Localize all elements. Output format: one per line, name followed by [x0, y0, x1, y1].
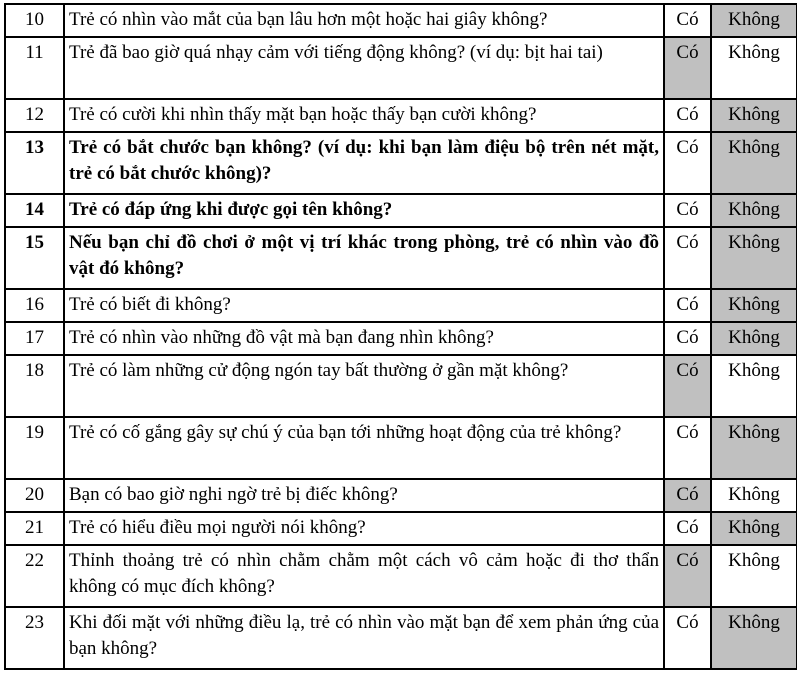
question-text-cell: Trẻ có nhìn vào mắt của bạn lâu hơn một hoặc hai giây không? — [64, 4, 664, 37]
question-number-cell: 20 — [5, 479, 64, 512]
question-number-cell: 13 — [5, 132, 64, 194]
question-number-cell: 12 — [5, 99, 64, 132]
table-row — [5, 227, 797, 289]
answer-yes-cell: Có — [664, 322, 711, 355]
question-text-cell: Trẻ có nhìn vào những đồ vật mà bạn đang nhìn không? — [64, 322, 664, 355]
table-row — [5, 607, 797, 669]
table-row — [5, 132, 797, 194]
answer-no-cell: Không — [711, 194, 797, 227]
question-number-cell: 23 — [5, 607, 64, 669]
question-number-cell: 18 — [5, 355, 64, 417]
table-row — [5, 512, 797, 545]
question-text-cell: Trẻ có biết đi không? — [64, 289, 664, 322]
question-text-cell: Trẻ có hiểu điều mọi người nói không? — [64, 512, 664, 545]
answer-yes-cell: Có — [664, 545, 711, 607]
question-number-cell: 19 — [5, 417, 64, 479]
question-number-cell: 10 — [5, 4, 64, 37]
answer-yes-cell: Có — [664, 607, 711, 669]
question-text-cell: Trẻ có đáp ứng khi được gọi tên không? — [64, 194, 664, 227]
table-row — [5, 322, 797, 355]
answer-yes-cell: Có — [664, 37, 711, 99]
answer-yes-cell: Có — [664, 289, 711, 322]
question-text-cell: Nếu bạn chỉ đồ chơi ở một vị trí khác trong phòng, trẻ có nhìn vào đồ vật đó không? — [64, 227, 664, 289]
answer-yes-cell: Có — [664, 4, 711, 37]
answer-yes-cell: Có — [664, 479, 711, 512]
question-text-cell: Khi đối mặt với những điều lạ, trẻ có nhìn vào mặt bạn để xem phản ứng của bạn không? — [64, 607, 664, 669]
table-row — [5, 479, 797, 512]
question-number-cell: 11 — [5, 37, 64, 99]
question-text-cell: Trẻ có cố gắng gây sự chú ý của bạn tới những hoạt động của trẻ không? — [64, 417, 664, 479]
table-row — [5, 417, 797, 479]
table-row — [5, 545, 797, 607]
question-text-cell: Trẻ đã bao giờ quá nhạy cảm với tiếng động không? (ví dụ: bịt hai tai) — [64, 37, 664, 99]
answer-no-cell: Không — [711, 512, 797, 545]
answer-no-cell: Không — [711, 227, 797, 289]
question-number-cell: 21 — [5, 512, 64, 545]
answer-no-cell: Không — [711, 4, 797, 37]
answer-yes-cell: Có — [664, 227, 711, 289]
question-number-cell: 14 — [5, 194, 64, 227]
answer-no-cell: Không — [711, 479, 797, 512]
answer-no-cell: Không — [711, 37, 797, 99]
question-number-cell: 15 — [5, 227, 64, 289]
answer-yes-cell: Có — [664, 132, 711, 194]
answer-no-cell: Không — [711, 289, 797, 322]
answer-yes-cell: Có — [664, 417, 711, 479]
question-text-cell: Trẻ có bắt chước bạn không? (ví dụ: khi bạn làm điệu bộ trên nét mặt, trẻ có bắt chước không)? — [64, 132, 664, 194]
answer-no-cell: Không — [711, 417, 797, 479]
answer-no-cell: Không — [711, 132, 797, 194]
answer-yes-cell: Có — [664, 194, 711, 227]
question-text-cell: Trẻ có làm những cử động ngón tay bất thường ở gần mặt không? — [64, 355, 664, 417]
question-number-cell: 17 — [5, 322, 64, 355]
question-text-cell: Trẻ có cười khi nhìn thấy mặt bạn hoặc thấy bạn cười không? — [64, 99, 664, 132]
question-number-cell: 22 — [5, 545, 64, 607]
table-row — [5, 289, 797, 322]
answer-no-cell: Không — [711, 99, 797, 132]
answer-yes-cell: Có — [664, 355, 711, 417]
question-text-cell: Thỉnh thoảng trẻ có nhìn chằm chằm một cách vô cảm hoặc đi thơ thẩn không có mục đích không? — [64, 545, 664, 607]
question-text-cell: Bạn có bao giờ nghi ngờ trẻ bị điếc không? — [64, 479, 664, 512]
answer-yes-cell: Có — [664, 512, 711, 545]
questionnaire-table — [4, 3, 797, 670]
answer-no-cell: Không — [711, 355, 797, 417]
answer-no-cell: Không — [711, 322, 797, 355]
answer-no-cell: Không — [711, 545, 797, 607]
question-number-cell: 16 — [5, 289, 64, 322]
table-row — [5, 194, 797, 227]
table-row — [5, 37, 797, 99]
table-row — [5, 4, 797, 37]
table-row — [5, 99, 797, 132]
answer-no-cell: Không — [711, 607, 797, 669]
table-row — [5, 355, 797, 417]
answer-yes-cell: Có — [664, 99, 711, 132]
